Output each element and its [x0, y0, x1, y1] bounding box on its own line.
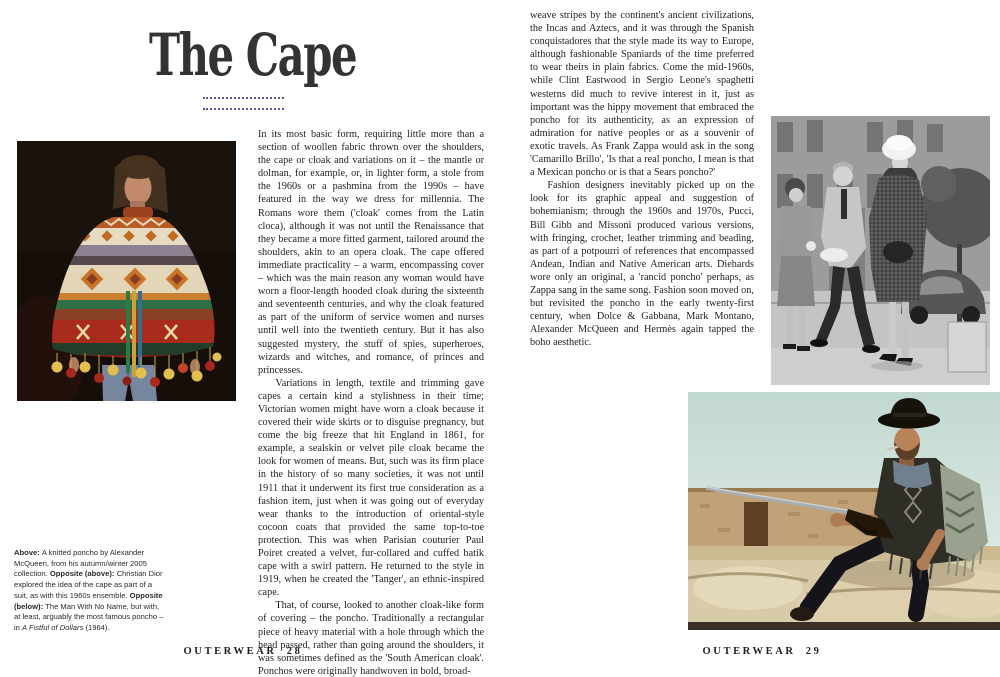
body-column-left: [258, 128, 484, 677]
body-paragraph: In its most basic form, requiring little more than a section of woollen fabric thrown over the shoulders, the cape or cloak and variations on it – the mantle or dolman, for example, or, in lighter form, a stole from the 1960s or a pashmina from the 1990s – have featured in the way we dress for millennia. The Romans wore them ('cloak' comes from the Latin cloca), although it was not until the Renaissance that they became a more fitted garment, tailored around the shoulders, akin to an opera cloak. The cape offered immediate practicality – a warm, encompassing cover – which was the main reason any woman would have worn a floor-length hooded cloak during the sixteenth and seventeenth centuries, and why the cloak featured as part of the uniform of service women and nurses until well into the twentieth century. But it has also suggested mystery, the stuff of spies, superheroes, wizards and witches, and romance, of princes and princesses.: [258, 129, 484, 376]
body-paragraph: That, of course, looked to another cloak-like form of covering – the poncho. Traditionally a rectangular piece of heavy material with a hole through which the head passed, rather than going around the shoulders, it was sometimes defined as the 'South American cloak'. Ponchos were originally handwoven in bold, broad-: [258, 600, 484, 677]
body-column-right: [530, 9, 754, 349]
chapter-title: The Cape: [149, 21, 357, 89]
body-paragraph: Variations in length, textile and trimming gave capes a certain kind a stylishness in their time; Victorian women might have worn a cloak because it covered their wide skirts or to disguise pregnancy, but come the big freeze that hit England in 1861, for example, a sealskin or velvet pile cloak became the look for women of means. But, such was its firm place in the history of so many societies, it was not until 1911 that it underwent its first true consideration as a fashion item, just when it was going out of everyday wear thanks to the introduction of oriental-style cocoon coats that provided the same top-to-toe protection. This was when Parisian couturier Paul Poiret created a velvet, fur-collared and cuffed batik cape with a swirl pattern. He returned to the style in 1919, when he created the 'Tanger', an ethnic-inspired cape.: [258, 377, 484, 599]
body-paragraph: weave stripes by the continent's ancient civilizations, the Incas and Aztecs, and it was through the Spanish conquistadores that the style made its way to Europe, although fashionable Spaniards of the time preferred to wear theirs in plain fabrics. Come the mid-1960s, while Clint Eastwood in Sergio Leone's spaghetti westerns did much to revive interest in it, just as important was the hippy movement that embraced the poncho for its authenticity, as an expression of admiration for native peoples or as a souvenir of exotic travels. As Frank Zappa would ask in the song 'Camarillo Brillo', 'Is that a real poncho, I mean is that a Mexican poncho or is that a Sears poncho?': [530, 10, 754, 179]
caption-lead-in: Above:: [14, 548, 42, 557]
body-paragraph: Fashion designers inevitably picked up on the look for its graphic appeal and suggestion of bohemianism; through the 1960s and 1970s, Pucci, Bill Gibb and Missoni produced various versions, with fringing, crochet, leather trimming and beading, as part of a potpourri of references that encompassed Andean, Indian and Native American arts. Diehards wore only an original, a 'rancid poncho' perhaps, as Zappa sang in the same song. Fashion soon moved on, but revisited the poncho in the early twenty-first century, when Dolce & Gabbana, Mark Montano, Alexander McQueen and Hermès again tapped the boho aesthetic.: [530, 180, 754, 349]
photo-caption: [14, 548, 164, 634]
dotted-divider-icon: [203, 97, 284, 110]
caption-text: A Fistful of Dollars: [22, 622, 84, 632]
caption-text: Christian Dior explored the idea of the cape as part of a suit, as with this 1960s ensemble.: [14, 569, 163, 600]
runway-poncho-photo: [17, 141, 236, 401]
dior-street-photo: [771, 116, 990, 385]
fistful-of-dollars-photo: [688, 392, 1000, 630]
caption-text: The Man With No Name, but with, at least, arguably the most famous poncho – in: [14, 601, 164, 632]
caption-text: (1964).: [83, 622, 110, 632]
folio-right: OUTERWEAR 29: [702, 646, 822, 657]
folio-left: OUTERWEAR 28: [183, 646, 303, 657]
caption-text: A knitted poncho by Alexander McQueen, from his autumn/winter 2005 collection.: [14, 548, 147, 579]
caption-lead-in: Opposite (above):: [49, 569, 117, 579]
caption-lead-in: Opposite (below):: [14, 590, 163, 611]
